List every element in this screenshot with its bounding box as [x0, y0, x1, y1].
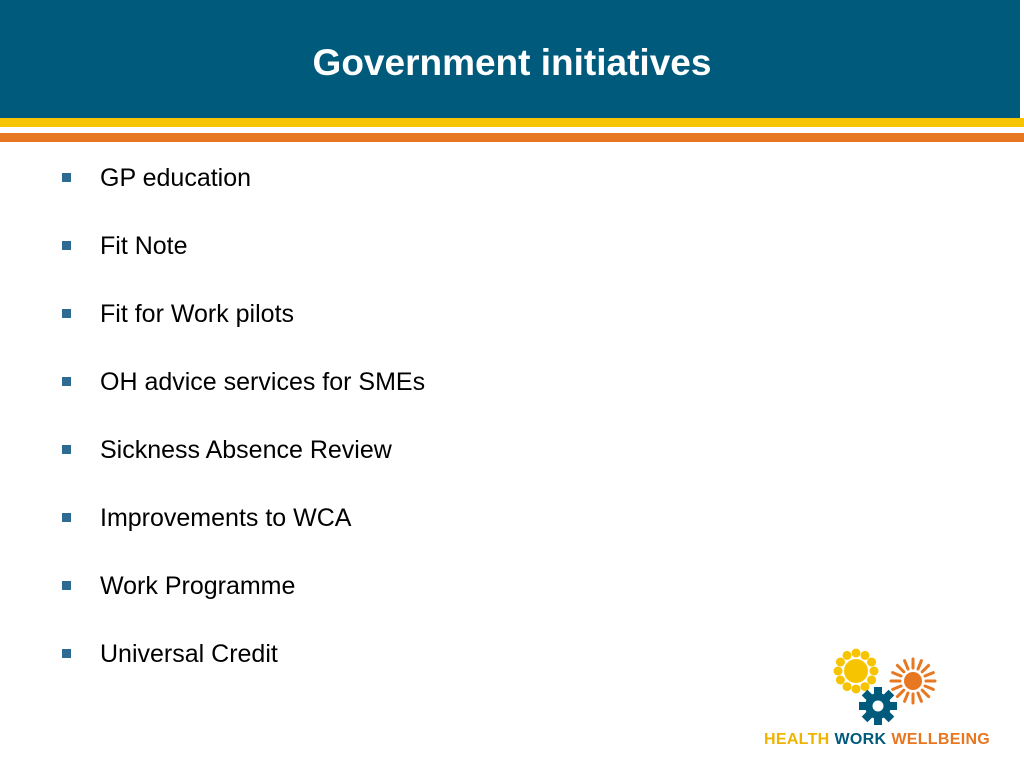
burst-ray — [922, 690, 928, 696]
bullet-item — [62, 226, 425, 294]
burst-ray — [918, 661, 921, 669]
bullet-text: Fit Note — [100, 232, 188, 260]
bullet-item — [62, 362, 425, 430]
burst-ray — [925, 686, 933, 689]
bullet-text: Sickness Absence Review — [100, 436, 392, 464]
gear-tooth — [859, 702, 869, 710]
sun-icon — [834, 649, 879, 694]
sun-ray — [852, 649, 861, 658]
logo-word-wellbeing: WELLBEING — [891, 731, 991, 748]
sun-ray — [861, 682, 870, 691]
square-bullet-icon — [62, 241, 71, 250]
square-bullet-icon — [62, 173, 71, 182]
burst-ray — [905, 693, 908, 701]
burst-ray — [893, 686, 901, 689]
sun-ray — [867, 658, 876, 667]
bullet-text: OH advice services for SMEs — [100, 368, 426, 396]
bullet-text: Fit for Work pilots — [100, 300, 295, 328]
orange-stripe — [0, 133, 1024, 142]
sun-ray — [836, 676, 845, 685]
bullet-item — [62, 634, 425, 702]
gear-tooth — [874, 687, 882, 697]
burst-ray — [897, 665, 903, 671]
bullet-item — [62, 294, 425, 362]
bullet-item — [62, 566, 425, 634]
burst-ray — [897, 690, 903, 696]
sun-ray — [834, 667, 843, 676]
slide-title: Government initiatives — [312, 42, 712, 83]
burst-ray — [918, 693, 921, 701]
sun-ray — [852, 685, 861, 694]
burst-ray — [925, 673, 933, 676]
sun-burst-icon — [891, 659, 935, 703]
logo-graphic — [830, 645, 940, 729]
logo-word-work: WORK — [834, 731, 887, 748]
square-bullet-icon — [62, 649, 71, 658]
bullet-item — [62, 430, 425, 498]
square-bullet-icon — [62, 445, 71, 454]
yellow-stripe — [0, 118, 1024, 127]
square-bullet-icon — [62, 309, 71, 318]
bullet-text: GP education — [100, 164, 252, 192]
sun-ray — [867, 676, 876, 685]
square-bullet-icon — [62, 377, 71, 386]
bullet-item — [62, 158, 425, 226]
bullet-text: Improvements to WCA — [100, 504, 352, 532]
sun-ray — [870, 667, 879, 676]
health-work-wellbeing-logo — [760, 645, 1010, 757]
burst-ray — [905, 661, 908, 669]
bullet-item — [62, 498, 425, 566]
bullet-list — [62, 158, 425, 702]
gear-icon — [859, 687, 897, 725]
burst-ray — [893, 673, 901, 676]
sun-ray — [861, 651, 870, 660]
logo-word-health: HEALTH — [764, 731, 830, 748]
gear-tooth — [887, 702, 897, 710]
logo-wordmark — [764, 731, 995, 749]
gear-tooth — [874, 715, 882, 725]
sun-ray — [836, 658, 845, 667]
bullet-text: Work Programme — [100, 572, 296, 600]
square-bullet-icon — [62, 513, 71, 522]
sun-ray — [843, 682, 852, 691]
sun-ray — [843, 651, 852, 660]
bullet-text: Universal Credit — [100, 640, 278, 668]
square-bullet-icon — [62, 581, 71, 590]
burst-ray — [922, 665, 928, 671]
